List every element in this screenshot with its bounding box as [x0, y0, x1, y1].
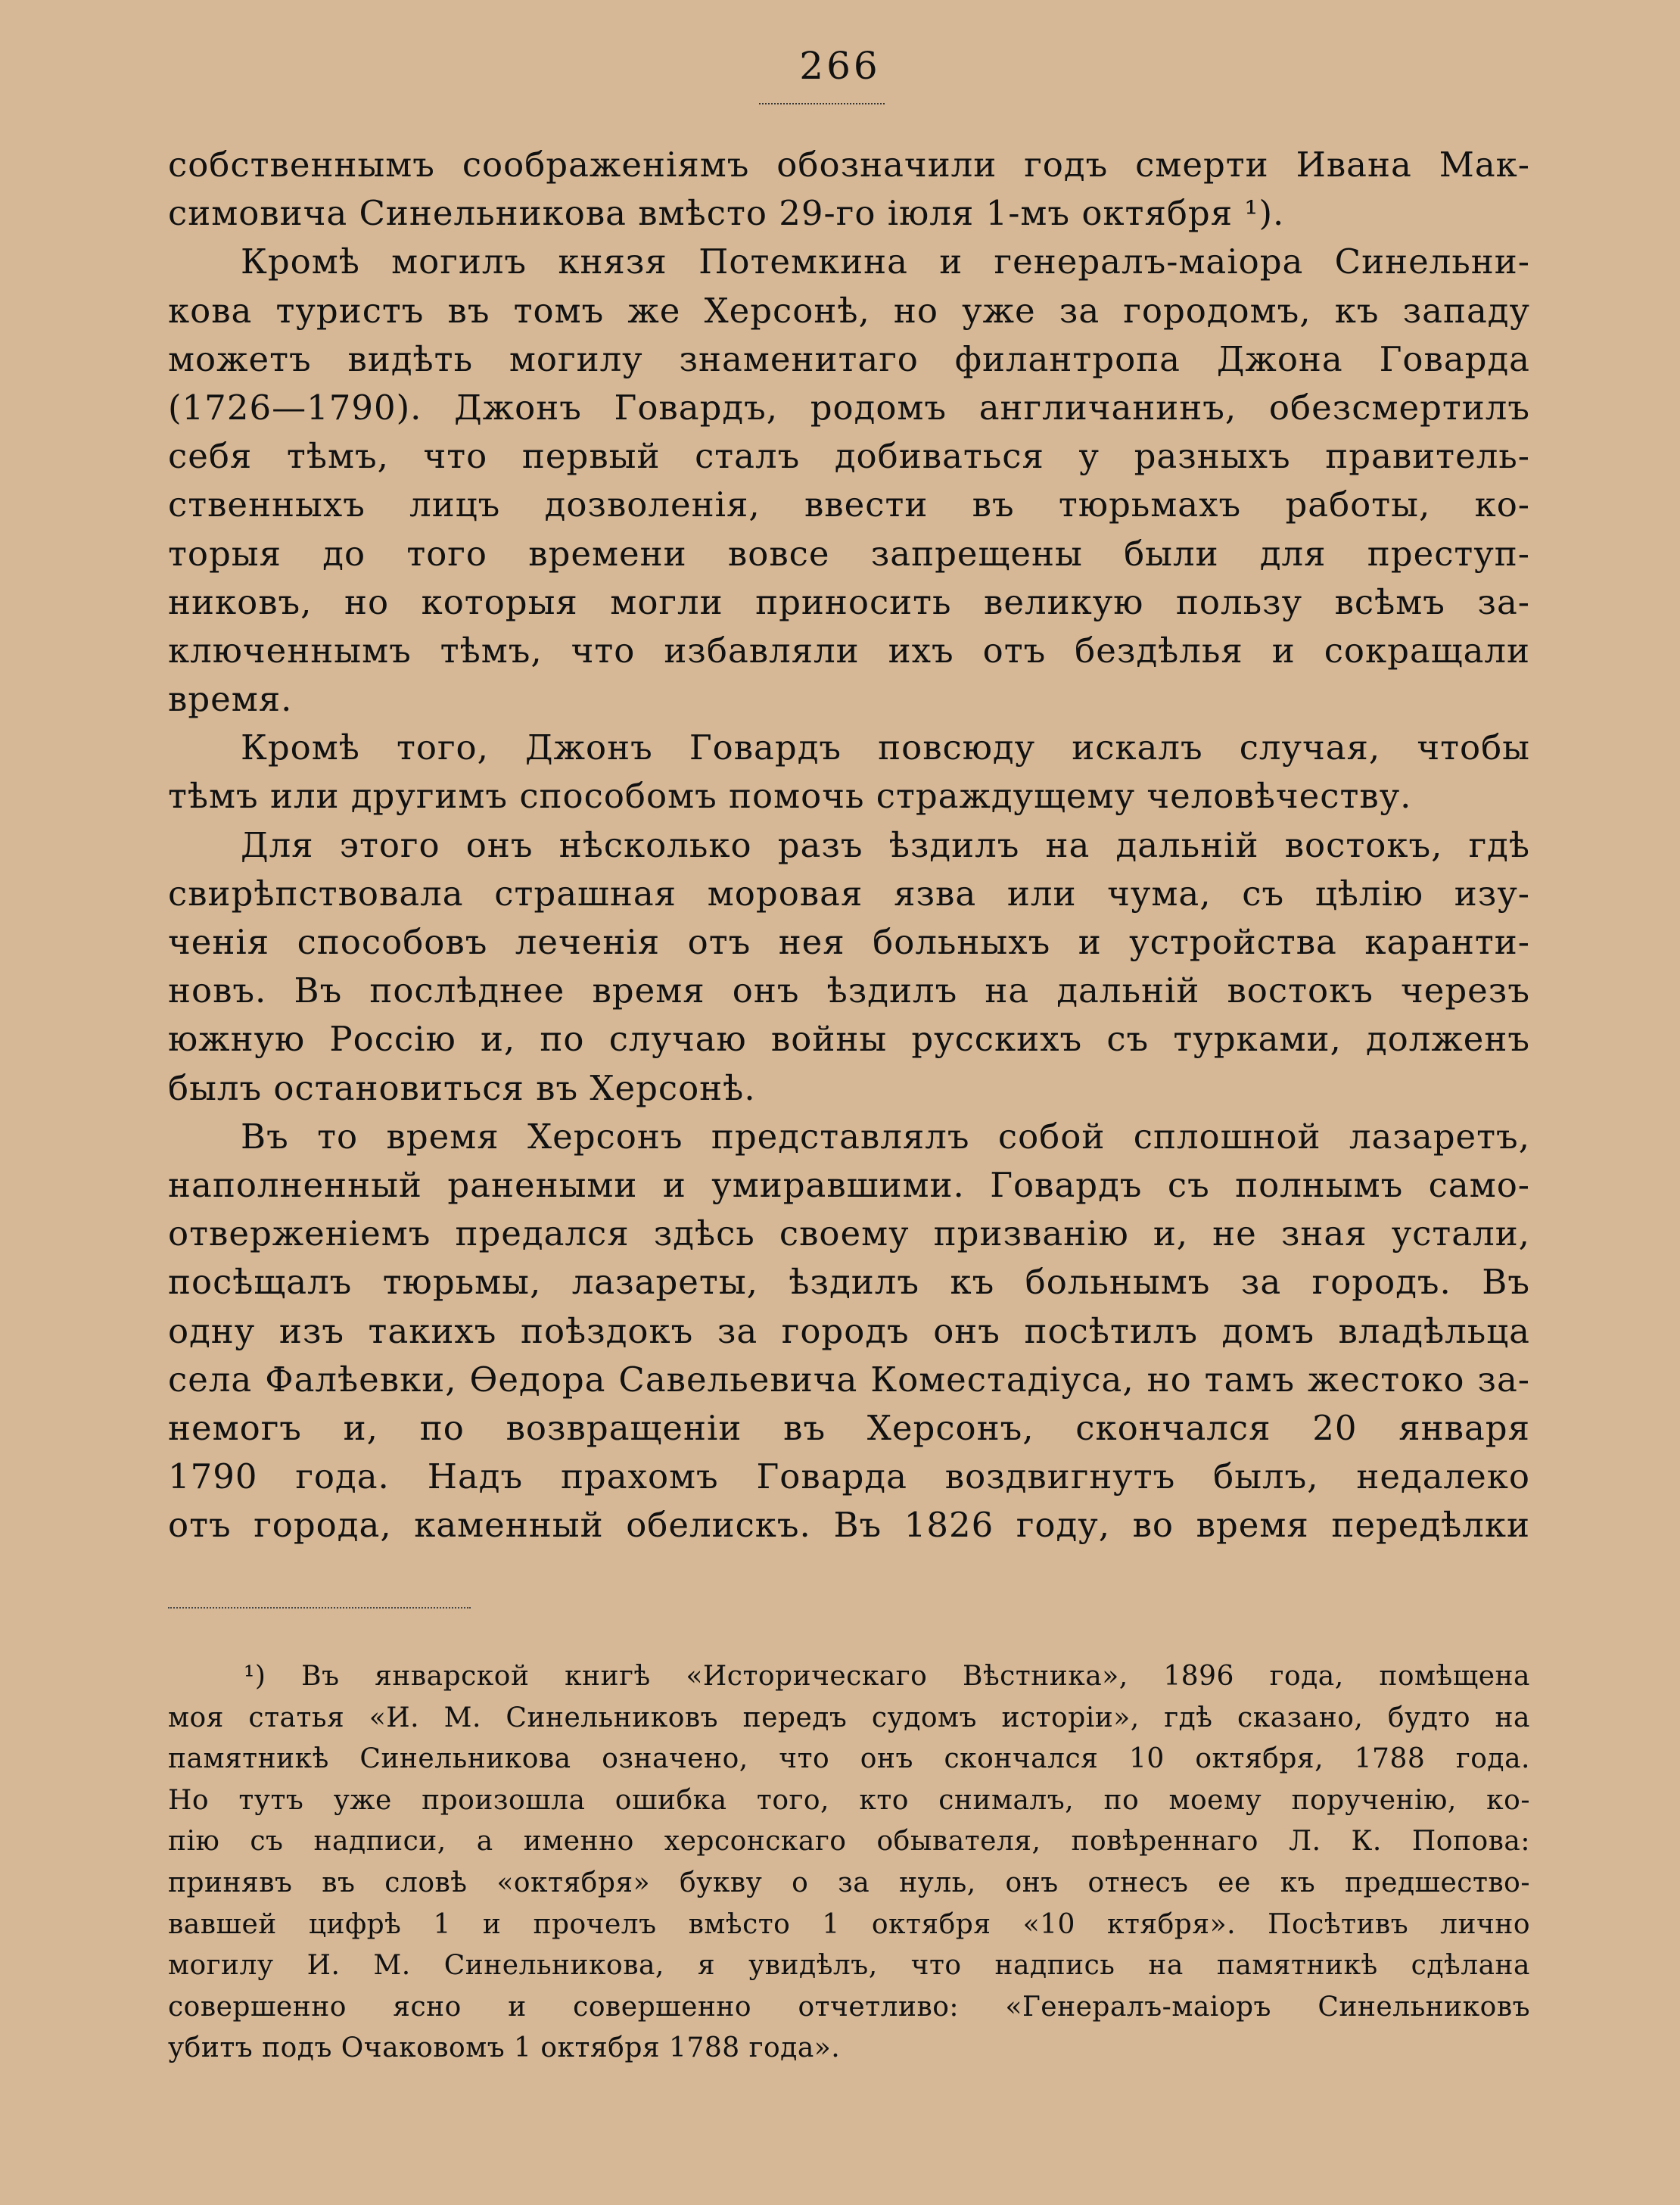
text-line: села Фалѣевки, Ѳедора Савельевича Коместадіуса, но тамъ жестоко за- [168, 1359, 1530, 1400]
page-number: 266 [799, 44, 881, 88]
footnote-line: Но тутъ уже произошла ошибка того, кто снималъ, по моему порученію, ко- [168, 1784, 1530, 1816]
text-line: наполненный ранеными и умиравшими. Говардъ съ полнымъ само- [168, 1164, 1530, 1205]
text-line: одну изъ такихъ поѣздокъ за городъ онъ посѣтилъ домъ владѣльца [168, 1310, 1530, 1351]
footnote-divider [168, 1607, 471, 1609]
text-line: тѣмъ или другимъ способомъ помочь страждущему человѣчеству. [168, 776, 1412, 817]
text-line: Кромѣ того, Джонъ Говардъ повсюду искалъ случая, чтобы [241, 727, 1530, 768]
text-line: собственнымъ соображеніямъ обозначили годъ смерти Ивана Мак- [168, 145, 1530, 185]
text-line: Въ то время Херсонъ представлялъ собой сплошной лазаретъ, [241, 1116, 1530, 1157]
footnote-line: вавшей цифрѣ 1 и прочелъ вмѣсто 1 октября «10 ктября». Посѣтивъ лично [168, 1908, 1530, 1940]
footnote-line: могилу И. М. Синельникова, я увидѣлъ, что надпись на памятникѣ сдѣлана [168, 1950, 1530, 1982]
footnote-line: пію съ надписи, а именно херсонскаго обывателя, повѣреннаго Л. К. Попова: [168, 1826, 1530, 1858]
text-line: никовъ, но которыя могли приносить великую пользу всѣмъ за- [168, 581, 1530, 622]
text-line: ченія способовъ леченія отъ нея больныхъ и устройства каранти- [168, 922, 1530, 962]
text-line: Кромѣ могилъ князя Потемкина и генералъ-маіора Синельни- [241, 241, 1530, 282]
text-line: былъ остановиться въ Херсонѣ. [168, 1067, 756, 1108]
text-line: отъ города, каменный обелискъ. Въ 1826 году, во время передѣлки [168, 1505, 1530, 1546]
footnotes [168, 1656, 1530, 2070]
text-line: свирѣпствовала страшная моровая язва или чума, съ цѣлію изу- [168, 873, 1530, 914]
text-line: ственныхъ лицъ дозволенія, ввести въ тюрьмахъ работы, ко- [168, 484, 1530, 525]
text-line: время. [168, 679, 293, 720]
text-line: кова туристъ въ томъ же Херсонѣ, но уже за городомъ, къ западу [168, 290, 1530, 331]
text-line: торыя до того времени вовсе запрещены были для преступ- [168, 533, 1530, 574]
text-line: Для этого онъ нѣсколько разъ ѣздилъ на дальній востокъ, гдѣ [241, 824, 1530, 865]
footnote-line: моя статья «И. М. Синельниковъ передъ судомъ исторіи», гдѣ сказано, будто на [168, 1702, 1530, 1733]
text-line: 1790 года. Надъ прахомъ Говарда воздвигнутъ былъ, недалеко [168, 1456, 1530, 1497]
main-text [168, 141, 1530, 1549]
text-line: можетъ видѣть могилу знаменитаго филантропа Джона Говарда [168, 338, 1530, 379]
text-line: немогъ и, по возвращеніи въ Херсонъ, скончался 20 января [168, 1407, 1530, 1448]
text-line: ключеннымъ тѣмъ, что избавляли ихъ отъ бездѣлья и сокращали [168, 630, 1530, 671]
footnote-line: памятникѣ Синельникова означено, что онъ скончался 10 октября, 1788 года. [168, 1743, 1530, 1775]
footnote-line: принявъ въ словѣ «октября» букву о за нуль, онъ отнесъ ее къ предшество- [168, 1867, 1530, 1898]
text-line: посѣщалъ тюрьмы, лазареты, ѣздилъ къ больнымъ за городъ. Въ [168, 1262, 1530, 1303]
text-line: новъ. Въ послѣднее время онъ ѣздилъ на дальній востокъ черезъ [168, 970, 1530, 1011]
text-line: (1726—1790). Джонъ Говардъ, родомъ англичанинъ, обезсмертилъ [168, 387, 1530, 428]
footnote-line: совершенно ясно и совершенно отчетливо: «Генералъ-маіоръ Синельниковъ [168, 1991, 1530, 2023]
text-line: себя тѣмъ, что первый сталъ добиваться у разныхъ правитель- [168, 436, 1530, 477]
footnote-line: убитъ подъ Очаковомъ 1 октября 1788 года». [168, 2032, 841, 2064]
footnote-line: ¹) Въ январской книгѣ «Историческаго Вѣстника», 1896 года, помѣщена [244, 1661, 1530, 1692]
text-line: отверженіемъ предался здѣсь своему призванію и, не зная устали, [168, 1213, 1530, 1254]
text-line: южную Россію и, по случаю войны русскихъ съ турками, долженъ [168, 1019, 1530, 1060]
header-divider [759, 103, 885, 104]
text-line: симовича Синельникова вмѣсто 29-го іюля 1-мъ октября ¹). [168, 193, 1285, 234]
